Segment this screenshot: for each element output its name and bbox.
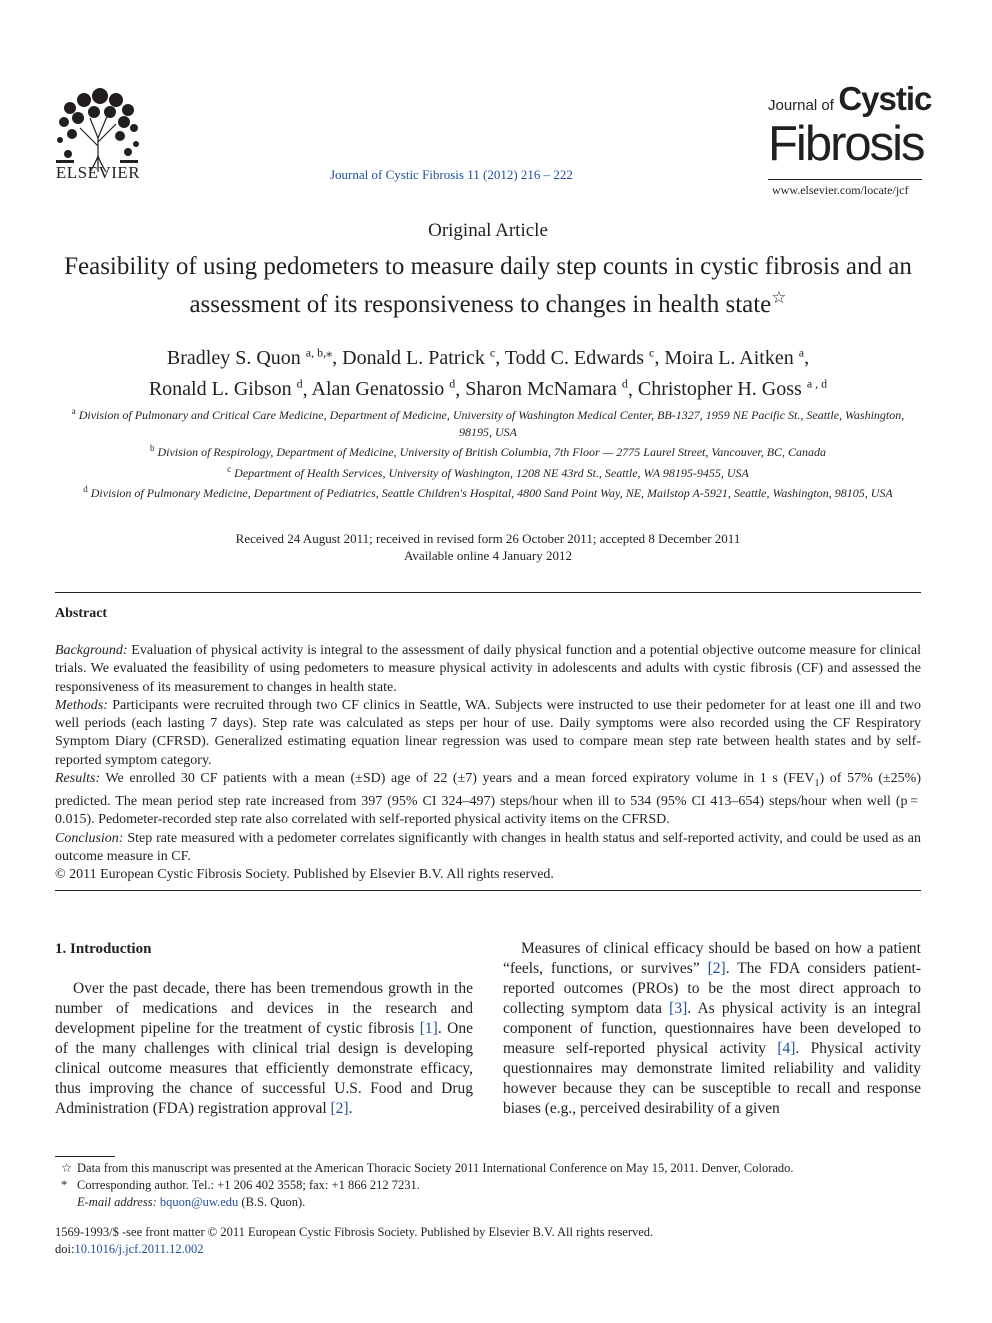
publisher-name: ELSEVIER [55, 163, 141, 182]
abstract-copyright: © 2011 European Cystic Fibrosis Society. Published by Elsevier B.V. All rights reserved. [55, 867, 554, 883]
author[interactable]: Ronald L. Gibson $^d$ [148, 376, 303, 401]
citation-link[interactable]: [2] [707, 960, 726, 977]
article-title-text: Feasibility of using pedometers to measure daily step counts in cystic fibrosis and an assessment of its responsiveness to changes in health state [64, 253, 912, 318]
body-column-right: Measures of clinical efficacy should be based on how a patient “feels, functions, or survives” [2]. The FDA considers patient-reported outcomes (PROs) to be the most direct approach to collecting symptom data [3]. As physical activity is an integral component of function, questionnaires have been developed to measure self-reported physical activity [4]. Physical activity questionnaires may demonstrate limited reliability and validity however because they can be susceptible to recall and response biases (e.g., perceived desirability of a given [503, 940, 921, 1117]
journal-logo-small-text: Journal of [768, 97, 834, 114]
author-list: Bradley S. Quon $^{a, b,⁎}$, Donald L. Patrick $^c$, Todd C. Edwards $^c$, Moira L. Aitken $^a$, Ronald L. Gibson $^d$, Alan Genatossio $^d$, Sharon McNamara $^d$, Christopher H. Goss $^{a , d}$ [148, 345, 828, 401]
author[interactable]: Christopher H. Goss $^{a , d}$ [637, 376, 828, 401]
abstract-body [55, 642, 921, 885]
star-icon: ☆ [61, 1161, 73, 1175]
affiliation-item: $^a$ Division of Pulmonary and Critical Care Medicine, Department of Medicine, University of Washington Medical Center, BB-1327, 1959 NE Pacific St., Seattle, Washington, 98195, USA [71, 406, 905, 439]
footnote-rule [55, 1156, 115, 1157]
title-footnote-star-icon[interactable]: ☆ [771, 288, 787, 307]
citation-link[interactable]: [4] [777, 1040, 796, 1057]
affiliation-item: $^d$ Division of Pulmonary Medicine, Department of Pediatrics, Seattle Children's Hospital, 4800 Sand Point Way, NE, Mailstop A-5921, Seattle, Washington, 98105, USA [83, 484, 893, 500]
article-title [40, 251, 936, 320]
journal-logo [768, 80, 932, 176]
article-type: Original Article [428, 220, 548, 241]
journal-citation-link[interactable]: Journal of Cystic Fibrosis 11 (2012) 216 – 222 [330, 167, 573, 182]
citation-link[interactable]: [3] [669, 1000, 688, 1017]
journal-url[interactable]: www.elsevier.com/locate/jcf [772, 183, 909, 197]
footnote-corresponding-author: * Corresponding author. Tel.: +1 206 402 3558; fax: +1 866 212 7231. [61, 1178, 420, 1192]
section-heading-introduction: 1. Introduction [55, 941, 152, 957]
author[interactable]: Moira L. Aitken $^a$ [664, 345, 805, 369]
affiliation-item: $^b$ Division of Respirology, Department of Medicine, University of British Columbia, 7th Floor — 2775 Laurel Street, Vancouver, BC, Canada [149, 443, 827, 459]
author[interactable]: Sharon McNamara $^d$ [465, 376, 628, 401]
available-online-date: Available online 4 January 2012 [404, 548, 572, 563]
footnote-presentation: ☆ Data from this manuscript was presented at the American Thoracic Society 2011 International Conference on May 15, 2011. Denver, Colorado. [61, 1161, 794, 1175]
abstract-bottom-rule [55, 890, 921, 891]
author[interactable]: Donald L. Patrick $^c$ [342, 345, 496, 369]
journal-logo-big-text: Cystic [838, 80, 932, 117]
journal-logo-bottom-text: Fibrosis [768, 117, 924, 171]
abstract-methods: Methods: Participants were recruited through two CF clinics in Seattle, WA. Subjects were instructed to use their pedometer for at least one ill and two well periods (each lasting 7 days). Step rate was calculated as steps per hour of use. Daily symptoms were also recorded using the CF Respiratory Symptom Diary (CFRSD). Generalized estimating equation linear regression was used to compare mean step rate between health states and by self-reported symptom category. [55, 697, 921, 768]
abstract-top-rule [55, 592, 921, 593]
affiliation-item: $^c$ Department of Health Services, University of Washington, 1208 NE 43rd St., Seattle, WA 98195-9455, USA [227, 463, 749, 480]
citation-link[interactable]: [1] [419, 1020, 438, 1037]
footnotes [55, 1160, 921, 1211]
doi-line: doi:10.1016/j.jcf.2011.12.002 [55, 1242, 204, 1256]
email-link[interactable]: bquon@uw.edu [159, 1195, 239, 1209]
header-divider [768, 179, 922, 180]
abstract-heading: Abstract [55, 606, 108, 621]
author[interactable]: Bradley S. Quon $^{a, b,⁎}$ [166, 345, 333, 369]
author[interactable]: Todd C. Edwards $^c$ [504, 345, 655, 369]
affiliations [55, 403, 921, 502]
footnote-email: E-mail address: bquon@uw.edu (B.S. Quon). [77, 1195, 306, 1209]
abstract-results: Results: We enrolled 30 CF patients with a mean (±SD) age of 22 (±7) years and a mean forced expiratory volume in 1 s $(FEV_1)$ of 57% (±25%) predicted. The mean period step rate increased from 397 (95% CI 324–497) steps/hour when ill to 534 (95% CI 413–654) steps/hour when well (p = 0.015). Pedometer-recorded step rate also correlated with self-reported physical activity items on the CFRSD. [55, 771, 922, 828]
doi-link[interactable]: 10.1016/j.jcf.2011.12.002 [74, 1242, 204, 1256]
front-matter [55, 1224, 653, 1258]
abstract-conclusion: Conclusion: Step rate measured with a pedometer correlates significantly with changes in health status and self-reported activity, and could be used as an outcome measure in CF. [55, 830, 921, 865]
citation-link[interactable]: [2] [330, 1100, 349, 1117]
received-dates: Received 24 August 2011; received in revised form 26 October 2011; accepted 8 December 2011 [235, 531, 741, 546]
abstract-background: Background: Evaluation of physical activity is integral to the assessment of daily physical function and a potential objective outcome measure for clinical trials. We evaluated the feasibility of using pedometers to measure physical activity in adolescents and adults with cystic fibrosis (CF) and assessed the responsiveness of its measurement to changes in health state. [55, 643, 921, 695]
body-column-left: Over the past decade, there has been tremendous growth in the number of medications and devices in the research and development pipeline for the treatment of cystic fibrosis [1]. One of the many challenges with clinical trial design is developing clinical outcome measures that efficiently demonstrate efficacy, thus improving the chance of successful U.S. Food and Drug Administration (FDA) registration approval [2]. [55, 980, 474, 1117]
article-dates [0, 530, 976, 564]
author[interactable]: Alan Genatossio $^d$ [311, 376, 456, 401]
issn-copyright: 1569-1993/$ -see front matter © 2011 European Cystic Fibrosis Society. Published by Elsevier B.V. All rights reserved. [55, 1225, 654, 1239]
